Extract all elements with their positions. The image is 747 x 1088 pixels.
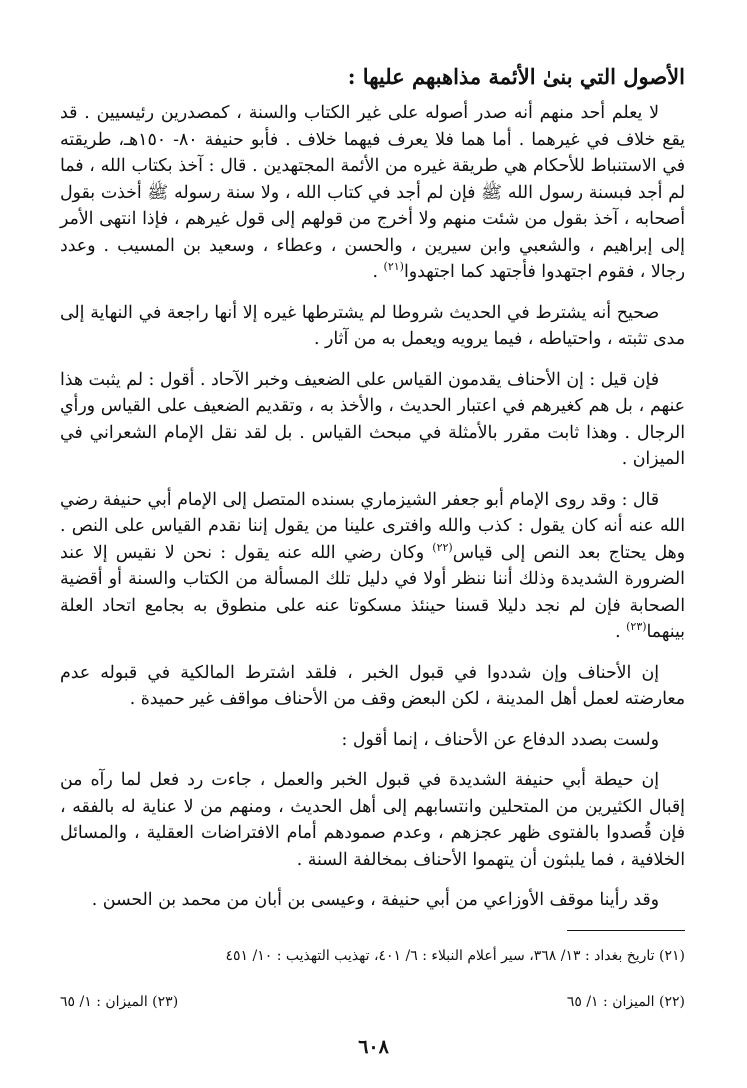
footnote-ref-21: (٢١) bbox=[383, 260, 404, 274]
paragraph-2: صحيح أنه يشترط في الحديث شروطا لم يشترطها غيره إلا أنها راجعة في النهاية إلى مدى تثبته ، واحتياطه ، فيما يرويه ويعمل به من آثار . bbox=[60, 302, 685, 349]
page-number: ٦٠٨ bbox=[358, 1036, 389, 1058]
paragraph-7: إن حيطة أبي حنيفة الشديدة في قبول الخبر والعمل ، جاءت رد فعل لما رآه من إقبال الكثيرين من المتحلين وانتسابهم إلى أهل الحديث ، ومنهم من لا عناية له بالفقه ، فإن قُصدوا بالفتوى ظهر عجزهم ، وعدم صمودهم أمام الافتراضات العقلية ، والمسائل الخلافية ، فما يلبثون أن يتهموا الأحناف بمخالفة السنة . bbox=[60, 770, 685, 870]
paragraph-6: ولست بصدد الدفاع عن الأحناف ، إنما أقول : bbox=[341, 729, 659, 750]
paragraph-5: إن الأحناف وإن شددوا في قبول الخبر ، فلقد اشترط المالكية في قبوله عدم معارضته لعمل أهل المدينة ، لكن البعض وقف من الأحناف مواقف غير حميدة . bbox=[60, 662, 685, 709]
footnote-21: (٢١) تاريخ بغداد : ١٣/ ٣٦٨، سير أعلام النبلاء : ٦/ ٤٠١، تهذيب التهذيب : ١٠/ ٤٥١ bbox=[225, 948, 685, 964]
paragraph-8: وقد رأينا موقف الأوزاعي من أبي حنيفة ، وعيسى بن أبان من محمد بن الحسن . bbox=[91, 890, 659, 910]
paragraph-1-text: لا يعلم أحد منهم أنه صدر أصوله على غير الكتاب والسنة ، كمصدرين رئيسيين . قد يقع خلاف في غيرهما . أما هما فلا يعرف فيهما خلاف . فأبو حنيفة ٨٠- ١٥٠هـ، طريقته في الاستنباط للأحكام هي طريقة غيره من الأئمة المجتهدين . قال : آخذ بكتاب الله ، فما لم أجد فبسنة رسول الله ﷺ فإن لم أجد في كتاب الله ، ولا سنة رسوله ﷺ أخذت بقول أصحابه ، آخذ بقول من شئت منهم ولا أخرج من قولهم إلى قول غيرهم ، فإذا انتهى الأمر إلى إبراهيم ، والشعبي وابن سيرين ، والحسن ، وعطاء ، وسعيد بن المسيب . وعدد رجالا ، فقوم اجتهدوا فأجتهد كما اجتهدوا bbox=[60, 103, 685, 282]
paragraph-4-text: قال : وقد روى الإمام أبو جعفر الشيزماري بسنده المتصل إلى الإمام أبي حنيفة رضي الله عنه أنه كان يقول : كذب والله وافترى علينا من يقول إننا نقدم القياس على النص . وهل يحتاج بعد النص إلى قياس bbox=[60, 489, 686, 563]
paragraph-3: فإن قيل : إن الأحناف يقدمون القياس على الضعيف وخبر الآحاد . أقول : لم يثبت هذا عنهم ، بل هم كغيرهم في اعتبار الحديث ، والأخذ به ، وتقديم الضعيف على القياس ورأي الرجال . وهذا ثابت مقرر بالأمثلة في مبحث القياس . بل لقد نقل الإمام الشعراني في الميزان . bbox=[60, 369, 685, 469]
footnote-row bbox=[60, 992, 685, 1014]
paragraph-4 bbox=[60, 487, 685, 646]
footnote-divider bbox=[567, 930, 685, 931]
paragraph-1-tail: . bbox=[372, 262, 384, 282]
footnote-ref-23: (٢٣) bbox=[626, 620, 647, 634]
paragraph-1 bbox=[60, 100, 685, 286]
paragraph-4-tail: . bbox=[615, 622, 627, 642]
footnote-22: (٢٢) الميزان : ١/ ٦٥ bbox=[566, 994, 685, 1010]
footnote-23: (٢٣) الميزان : ١/ ٦٥ bbox=[60, 994, 179, 1010]
paragraph-4-text-continued: وكان رضي الله عنه يقول : نحن لا نقيس إلا عند الضرورة الشديدة وذلك أننا ننظر أولا في دليل تلك المسألة من الكتاب والسنة أو أقضية الصحابة فإن لم نجد دليلا قسنا حينئذ مسكوتا عنه على منطوق به بجامع اتحاد العلة بينهما bbox=[60, 542, 685, 642]
footnote-ref-22: (٢٢) bbox=[432, 540, 453, 554]
section-heading: الأصول التي بنىٰ الأئمة مذاهبهم عليها : bbox=[347, 64, 685, 89]
